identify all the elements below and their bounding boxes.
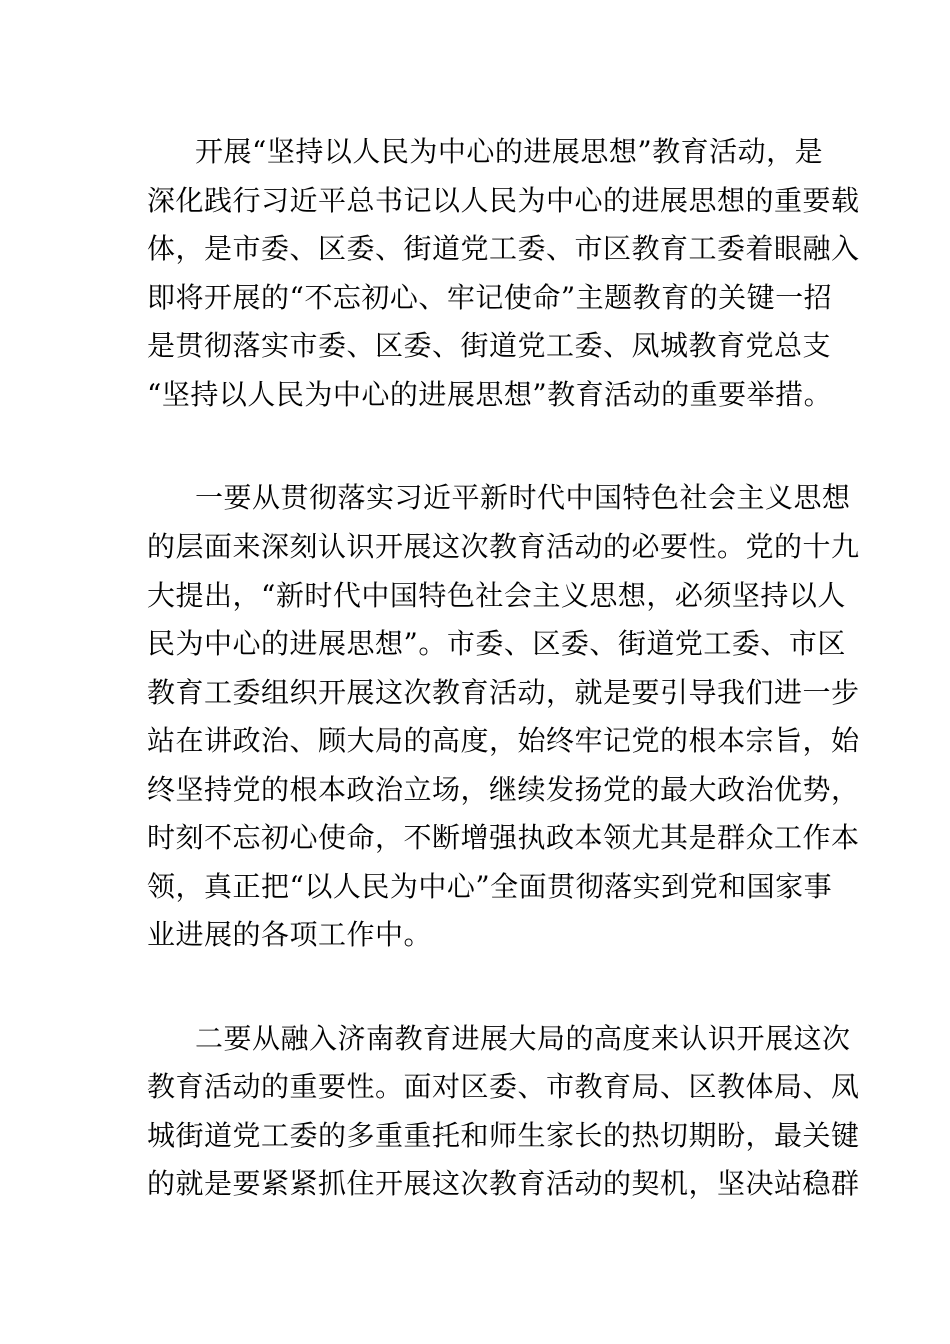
paragraph-line: 即将开展的“不忘初心、牢记使命”主题教育的关键一招 bbox=[147, 281, 833, 314]
paragraph-line: 教育活动的重要性。面对区委、市教育局、区教体局、凤 bbox=[147, 1070, 860, 1103]
paragraph-line: 民为中心的进展思想”。市委、区委、街道党工委、市区 bbox=[147, 627, 846, 660]
paragraph-line: 终坚持党的根本政治立场，继续发扬党的最大政治优势， bbox=[147, 773, 860, 806]
paragraph-line: 站在讲政治、顾大局的高度，始终牢记党的根本宗旨，始 bbox=[147, 724, 860, 757]
paragraph-line: 大提出，“新时代中国特色社会主义思想，必须坚持以人 bbox=[147, 579, 846, 612]
paragraph-line: 二要从融入济南教育进展大局的高度来认识开展这次 bbox=[195, 1022, 851, 1055]
paragraph-line: 的就是要紧紧抓住开展这次教育活动的契机，坚决站稳群 bbox=[147, 1167, 860, 1200]
paragraph-line: 领，真正把“以人民为中心”全面贯彻落实到党和国家事 bbox=[147, 870, 833, 903]
paragraph-line: 一要从贯彻落实习近平新时代中国特色社会主义思想 bbox=[195, 481, 851, 514]
paragraph-line: 深化践行习近平总书记以人民为中心的进展思想的重要载 bbox=[147, 184, 860, 217]
paragraph-line: 体，是市委、区委、街道党工委、市区教育工委着眼融入 bbox=[147, 232, 860, 265]
paragraph-line: 开展“坚持以人民为中心的进展思想”教育活动，是 bbox=[195, 135, 824, 168]
paragraph-line: 城街道党工委的多重重托和师生家长的热切期盼，最关键 bbox=[147, 1119, 860, 1152]
paragraph-line: 的层面来深刻认识开展这次教育活动的必要性。党的十九 bbox=[147, 530, 860, 563]
paragraph-line: 业进展的各项工作中。 bbox=[147, 918, 433, 951]
paragraph-line: 是贯彻落实市委、区委、街道党工委、凤城教育党总支 bbox=[147, 329, 832, 362]
paragraph-line: “坚持以人民为中心的进展思想”教育活动的重要举措。 bbox=[147, 378, 833, 411]
paragraph-line: 时刻不忘初心使命，不断增强执政本领尤其是群众工作本 bbox=[147, 821, 860, 854]
paragraph-line: 教育工委组织开展这次教育活动，就是要引导我们进一步 bbox=[147, 676, 860, 709]
